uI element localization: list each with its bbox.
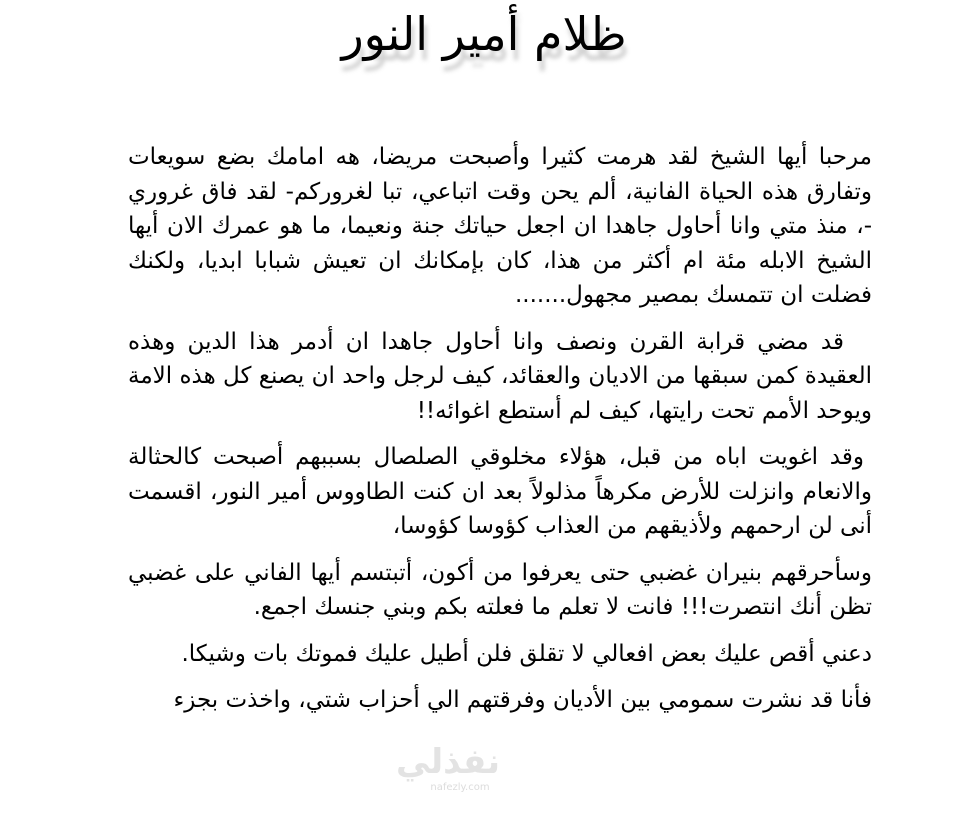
document-body: [128, 140, 872, 730]
paragraph-5: دعني أقص عليك بعض افعالي لا تقلق فلن أطيل عليك فموتك بات وشيكا.: [181, 640, 872, 667]
watermark-logo: [395, 742, 500, 812]
paragraph-2: قد مضي قرابة القرن ونصف وانا أحاول جاهدا ان أدمر هذا الدين وهذه العقيدة كمن سبقها من الاديان والعقائد، كيف لرجل واحد ان يصنع كل هذه الامة ويوحد الأمم تحت رايتها، كيف لم أستطع اغوائه!!: [128, 328, 872, 424]
paragraph-6: فأنا قد نشرت سمومي بين الأديان وفرقتهم الي أحزاب شتي، واخذت بجزء: [173, 687, 872, 713]
paragraph-1: مرحبا أيها الشيخ لقد هرمت كثيرا وأصبحت مريضا، هه امامك بضع سويعات وتفارق هذه الحياة الفانية، ألم يحن وقت اتباعي، تبا لغروركم- لقد فاق غروري -، منذ متي وانا أحاول جاهدا ان اجعل حياتك جنة ونعيما، ما هو عمرك الان أيها الشيخ الابله مئة ام أكثر من هذا، كان بإمكانك ان تعيش شبابا ابديا، ولكنك فضلت ان تتمسك بمصير مجهول.......: [128, 144, 872, 308]
document-title: ظلام أمير النور: [341, 7, 627, 61]
paragraph-3: وقد اغويت اباه من قبل، هؤلاء مخلوقي الصلصال بسببهم أصبحت كالحثالة والانعام وانزلت للأرض مكرهاً مذلولاً بعد ان كنت الطاووس أمير النور، اقسمت أنى لن ارحمهم ولأذيقهم من العذاب كؤوسا كؤوسا،: [128, 444, 872, 539]
paragraph-4: وسأحرقهم بنيران غضبي حتى يعرفوا من أكون، أتبتسم أيها الفاني على غضبي تظن أنك انتصرت!!! فانت لا تعلم ما فعلته بكم وبني جنسك اجمع.: [128, 559, 872, 620]
watermark-subtext: nafezly.com: [430, 782, 490, 793]
watermark-text: نفذلي: [395, 742, 500, 782]
